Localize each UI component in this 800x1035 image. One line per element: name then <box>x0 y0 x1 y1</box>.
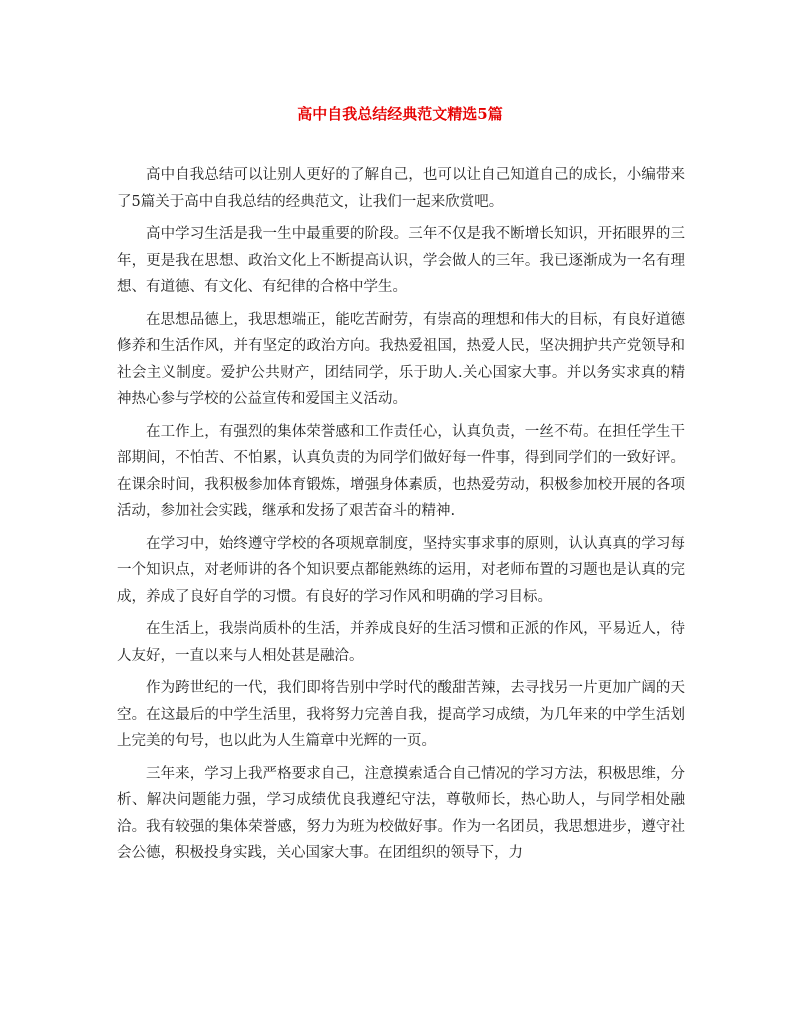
paragraph-moral-character: 在思想品德上，我思想端正，能吃苦耐劳，有崇高的理想和伟大的目标，有良好道德修养和生活作风，并有坚定的政治方向。我热爱祖国，热爱人民，坚决拥护共产党领导和社会主义制度。爱护公共财产，团结同学，乐于助人.关心国家大事。并以务实求真的精神热心参与学校的公益宣传和爱国主义活动。 <box>117 311 685 407</box>
paragraph-generation: 作为跨世纪的一代，我们即将告别中学时代的酸甜苦辣，去寻找另一片更加广阔的天空。在这最后的中学生活里，我将努力完善自我，提高学习成绩，为几年来的中学生活划上完美的句号，也以此为人生篇章中光辉的一页。 <box>117 680 685 749</box>
paragraph-study: 在学习中，始终遵守学校的各项规章制度，坚持实事求事的原则，认认真真的学习每一个知识点，对老师讲的各个知识要点都能熟练的运用，对老师布置的习题也是认真的完成，养成了良好自学的习惯。有良好的学习作风和明确的学习目标。 <box>117 535 685 605</box>
paragraph-intro: 高中自我总结可以让别人更好的了解自己，也可以让自己知道自己的成长，小编带来了5篇关于高中自我总结的经典范文，让我们一起来欣赏吧。 <box>117 167 685 210</box>
document-body <box>117 162 685 873</box>
paragraph-three-years: 三年来，学习上我严格要求自己，注意摸索适合自己情况的学习方法，积极思维，分析、解决问题能力强，学习成绩优良我遵纪守法，尊敬师长，热心助人，与同学相处融洽。我有较强的集体荣誉感，努力为班为校做好事。作为一名团员，我思想进步，遵守社会公德，积极投身实践，关心国家大事。在团组织的领导下，力 <box>117 765 685 861</box>
paragraph-life: 在生活上，我崇尚质朴的生活，并养成良好的生活习惯和正派的作风，平易近人，待人友好，一直以来与人相处甚是融洽。 <box>117 621 685 664</box>
paragraph-high-school-life: 高中学习生活是我一生中最重要的阶段。三年不仅是我不断增长知识，开拓眼界的三年，更是我在思想、政治文化上不断提高认识，学会做人的三年。我已逐渐成为一名有理想、有道德、有文化、有纪律的合格中学生。 <box>117 226 685 295</box>
paragraph-work: 在工作上，有强烈的集体荣誉感和工作责任心，认真负责，一丝不苟。在担任学生干部期间，不怕苦、不怕累，认真负责的为同学们做好每一件事，得到同学们的一致好评。在课余时间，我积极参加体育锻炼，增强身体素质，也热爱劳动，积极参加校开展的各项活动，参加社会实践，继承和发扬了艰苦奋斗的精神. <box>117 423 685 519</box>
page-title: 高中自我总结经典范文精选5篇 <box>297 105 503 123</box>
